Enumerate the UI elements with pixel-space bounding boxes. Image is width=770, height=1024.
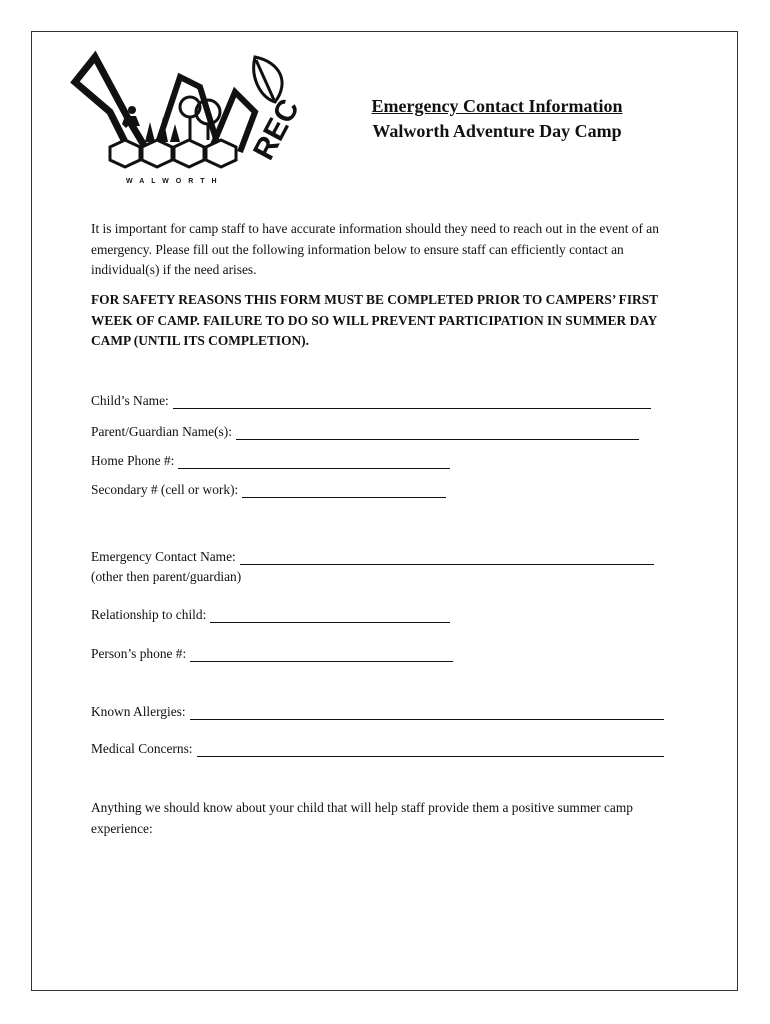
emergency-name-note: (other then parent/guardian) [91,569,242,584]
child-name-line[interactable] [173,396,651,409]
relationship-line[interactable] [210,610,450,623]
allergies-line[interactable] [190,707,664,720]
safety-warning: FOR SAFETY REASONS THIS FORM MUST BE COMPLETED PRIOR TO CAMPERS’ FIRST WEEK OF CAMP. FAILURE TO DO SO WILL PREVENT PARTICIPATION IN SUMMER DAY CAMP (UNTIL ITS COMPLETION). [91,292,658,348]
person-phone-field [91,646,453,662]
medical-field [91,741,664,757]
secondary-phone-label: Secondary # (cell or work): [91,482,239,497]
person-phone-label: Person’s phone #: [91,646,187,661]
parent-name-field [91,424,639,440]
parent-name-line[interactable] [236,427,639,440]
page-title: Emergency Contact Information [371,96,623,116]
page-subtitle: Walworth Adventure Day Camp [372,121,622,141]
logo-graphic [70,52,306,192]
medical-label: Medical Concerns: [91,741,193,756]
home-phone-field [91,453,450,469]
intro-paragraph: It is important for camp staff to have accurate information should they need to reach out in the event of an emergency. Please fill out the following information below to ensure staff can efficiently contact an individual(s) if the need arises. [91,221,659,277]
emergency-name-field [91,549,654,565]
walworth-rec-logo [70,52,306,192]
secondary-phone-line[interactable] [242,485,446,498]
person-phone-line[interactable] [190,649,453,662]
allergies-field [91,704,664,720]
child-name-field [91,393,651,409]
allergies-label: Known Allergies: [91,704,186,719]
child-name-label: Child’s Name: [91,393,169,408]
relationship-field [91,607,450,623]
home-phone-label: Home Phone #: [91,453,175,468]
closing-question: Anything we should know about your child that will help staff provide them a positive summer camp experience: [91,800,633,836]
emergency-name-label: Emergency Contact Name: [91,549,236,564]
logo-rec-text: REC [247,93,306,166]
home-phone-line[interactable] [178,456,450,469]
secondary-phone-field [91,482,446,498]
medical-line[interactable] [197,744,664,757]
logo-walworth-text: WALWORTH [126,178,224,185]
parent-name-label: Parent/Guardian Name(s): [91,424,232,439]
emergency-name-line[interactable] [240,552,654,565]
relationship-label: Relationship to child: [91,607,207,622]
